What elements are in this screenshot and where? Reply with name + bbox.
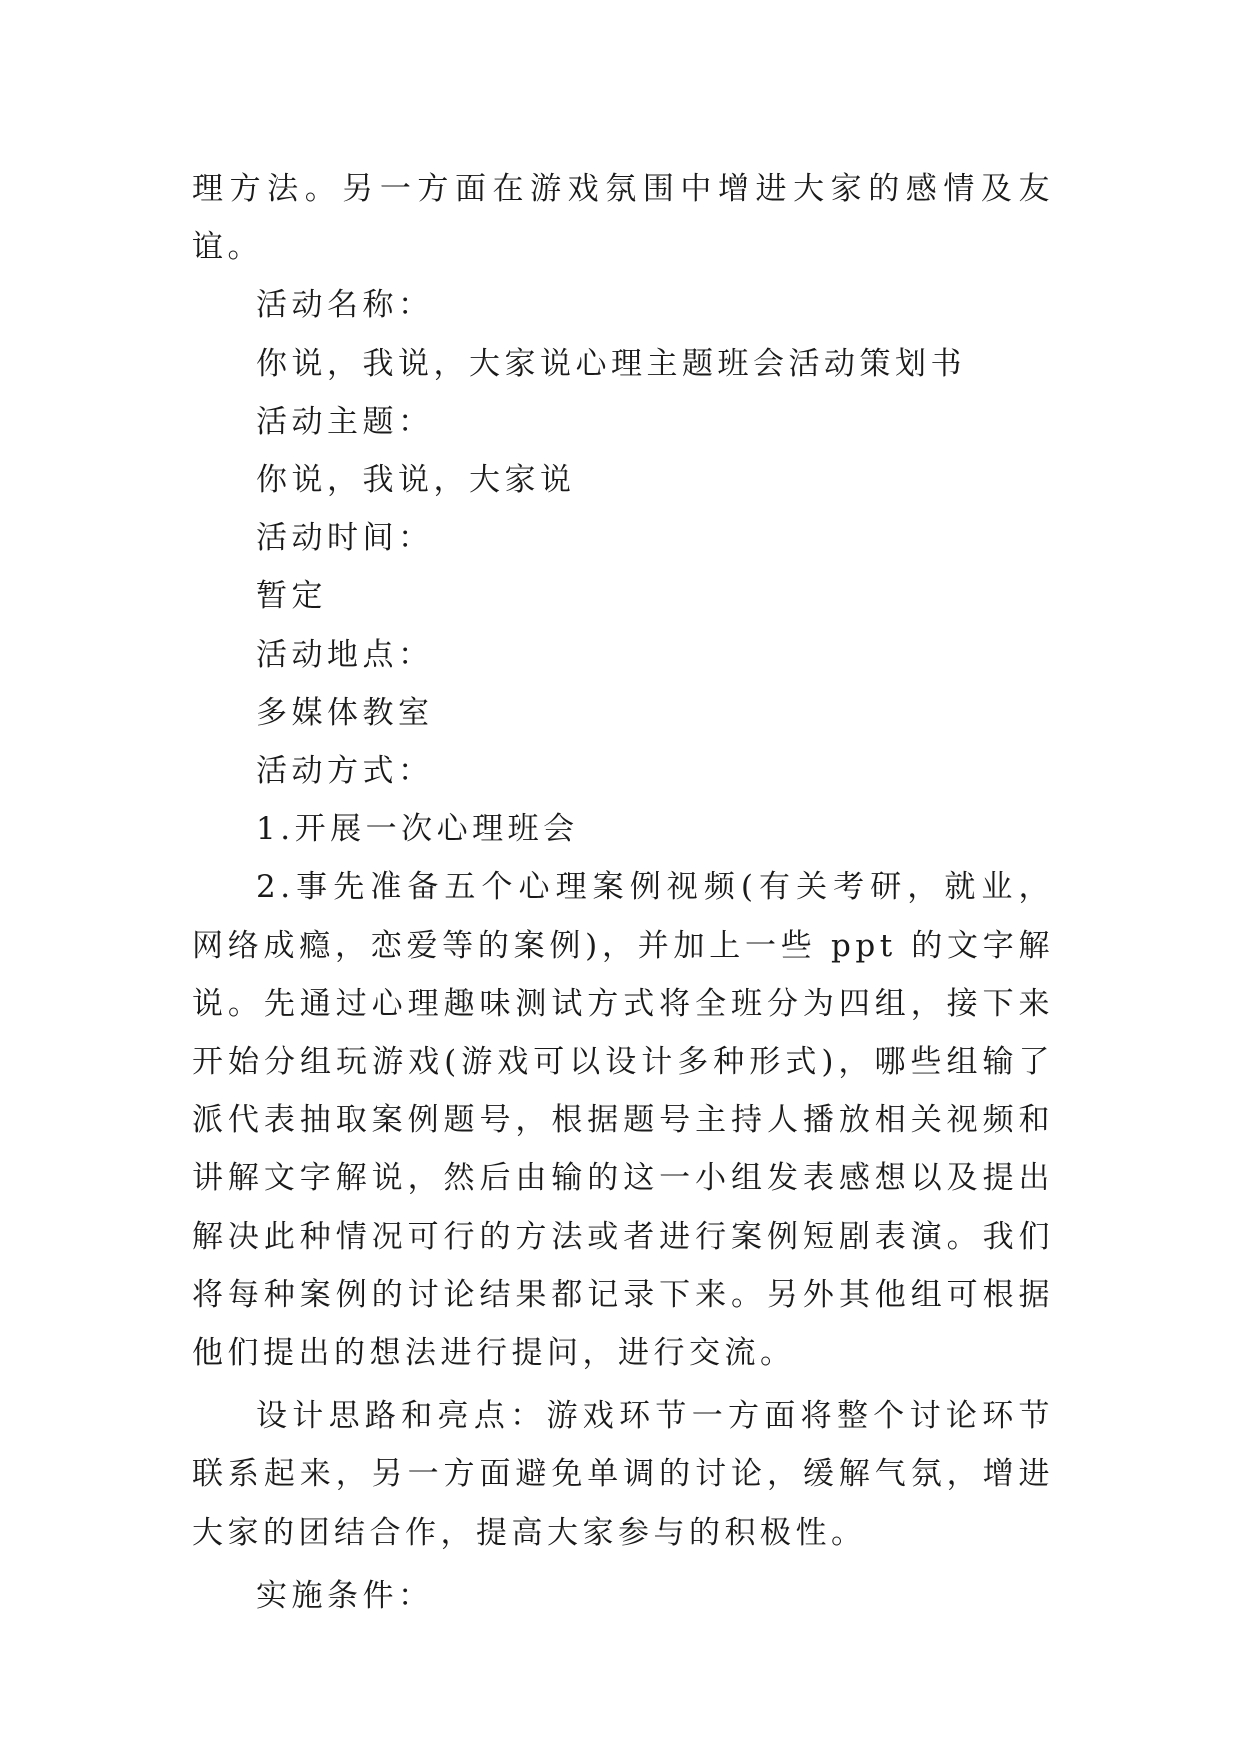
section-label-activity-time: 活动时间： xyxy=(256,520,434,557)
paragraph: 你说，我说，大家说心理主题班会活动策划书 xyxy=(256,345,966,382)
paragraph: 你说，我说，大家说 xyxy=(256,462,576,499)
section-label-activity-method: 活动方式： xyxy=(256,753,434,790)
document-body xyxy=(192,160,1054,1625)
section-label-activity-location: 活动地点： xyxy=(256,636,434,673)
list-item: 2.事先准备五个心理案例视频(有关考研，就业，网络成瘾，恋爱等的案例)，并加上一些 ppt 的文字解说。先通过心理趣味测试方式将全班分为四组，接下来开始分组玩游戏(游戏可以设计多种形式)，哪些组输了派代表抽取案例题号，根据题号主持人播放相关视频和讲解文字解说，然后由输的这一小组发表感想以及提出解决此种情况可行的方法或者进行案例短剧表演。我们将每种案例的讨论结果都记录下来。另外其他组可根据他们提出的想法进行提问，进行交流。 xyxy=(192,869,1054,1372)
paragraph: 暂定 xyxy=(256,578,327,615)
section-label-activity-theme: 活动主题： xyxy=(256,403,434,440)
paragraph: 理方法。另一方面在游戏氛围中增进大家的感情及友谊。 xyxy=(192,171,1054,266)
list-item: 1.开展一次心理班会 xyxy=(256,811,579,848)
paragraph: 多媒体教室 xyxy=(256,694,434,731)
paragraph: 设计思路和亮点：游戏环节一方面将整个讨论环节联系起来，另一方面避免单调的讨论，缓解气氛，增进大家的团结合作，提高大家参与的积极性。 xyxy=(192,1398,1054,1551)
section-label-activity-name: 活动名称： xyxy=(256,287,434,324)
section-label-conditions: 实施条件： xyxy=(256,1577,434,1614)
